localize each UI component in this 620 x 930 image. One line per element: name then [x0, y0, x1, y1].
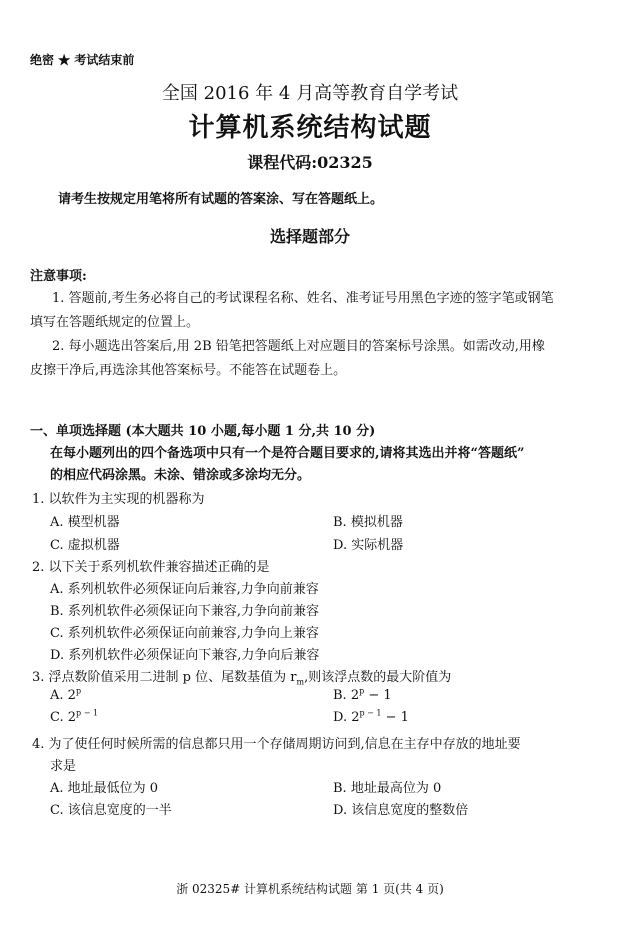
- question-2-stem: 2. 以下关于系列机软件兼容描述正确的是: [32, 560, 270, 575]
- option-b-tail: − 1: [364, 688, 392, 703]
- question-2-option-d: D. 系列机软件必须保证向下兼容,力争向后兼容: [50, 648, 320, 663]
- section-title: 选择题部分: [269, 227, 350, 246]
- question-1-option-d: D. 实际机器: [333, 538, 404, 553]
- part-description-line-2: 的相应代码涂黑。未涂、错涂或多涂均无分。: [50, 468, 311, 483]
- question-2-option-a: A. 系列机软件必须保证向后兼容,力争向前兼容: [50, 582, 319, 597]
- option-d-base: D. 2: [333, 710, 360, 725]
- option-b-base: B. 2: [333, 688, 360, 703]
- option-b-exponent: p: [359, 686, 365, 696]
- question-2-option-c: C. 系列机软件必须保证向前兼容,力争向上兼容: [50, 626, 319, 641]
- course-code: 课程代码:02325: [247, 153, 373, 172]
- option-c-base: C. 2: [50, 710, 77, 725]
- question-3-stem-subscript: m: [296, 677, 305, 687]
- question-1-option-c: C. 虚拟机器: [50, 538, 120, 553]
- notice-item-1-line-1: 1. 答题前,考生务必将自己的考试课程名称、姓名、准考证号用黑色字迹的签字笔或钢笔: [52, 291, 554, 306]
- question-4-option-c: C. 该信息宽度的一半: [50, 803, 172, 818]
- exam-session-line: 全国 2016 年 4 月高等教育自学考试: [161, 83, 459, 104]
- option-d-exponent: p − 1: [359, 708, 382, 718]
- question-4-stem-line-1: 4. 为了使任何时候所需的信息都只用一个存储周期访问到,信息在主存中存放的地址要: [32, 737, 521, 752]
- question-3-option-b: [333, 688, 392, 703]
- question-2-option-b: B. 系列机软件必须保证向下兼容,力争向前兼容: [50, 604, 319, 619]
- question-1-stem: 1. 以软件为主实现的机器称为: [32, 492, 205, 507]
- question-3-stem-text: 3. 浮点数阶值采用二进制 p 位、尾数基值为 r: [32, 670, 297, 685]
- question-4-stem-line-2: 求是: [50, 759, 77, 774]
- notice-item-2-line-2: 皮擦干净后,再选涂其他答案标号。不能答在试题卷上。: [30, 363, 347, 378]
- page-footer: 浙 02325# 计算机系统结构试题 第 1 页(共 4 页): [176, 882, 444, 896]
- question-3-stem: [32, 666, 451, 685]
- question-1-option-b: B. 模拟机器: [333, 515, 403, 530]
- part-heading: 一、单项选择题 (本大题共 10 小题,每小题 1 分,共 10 分): [30, 424, 376, 439]
- question-4-option-d: D. 该信息宽度的整数倍: [333, 803, 469, 818]
- page-title: 计算机系统结构试题: [188, 113, 432, 143]
- option-a-base: A. 2: [50, 688, 76, 703]
- question-3-option-a: [50, 688, 81, 703]
- question-3-option-d: [333, 710, 409, 725]
- question-3-option-c: [50, 710, 98, 725]
- confidential-label: 绝密 ★ 考试结束前: [30, 53, 135, 67]
- notice-item-2-line-1: 2. 每小题选出答案后,用 2B 铅笔把答题纸上对应题目的答案标号涂黑。如需改动,用橡: [52, 339, 545, 354]
- option-c-exponent: p − 1: [76, 708, 99, 718]
- notice-item-1-line-2: 填写在答题纸规定的位置上。: [30, 315, 200, 330]
- option-d-tail: − 1: [381, 710, 409, 725]
- question-4-option-b: B. 地址最高位为 0: [333, 781, 442, 796]
- question-4-option-a: A. 地址最低位为 0: [50, 781, 159, 796]
- part-description-line-1: 在每小题列出的四个备选项中只有一个是符合题目要求的,请将其选出并将“答题纸”: [50, 446, 525, 461]
- question-1-option-a: A. 模型机器: [50, 515, 120, 530]
- answer-instruction: 请考生按规定用笔将所有试题的答案涂、写在答题纸上。: [58, 192, 384, 207]
- question-3-stem-text-end: ,则该浮点数的最大阶值为: [304, 670, 452, 685]
- notice-label: 注意事项:: [30, 269, 87, 284]
- option-a-exponent: p: [75, 686, 82, 696]
